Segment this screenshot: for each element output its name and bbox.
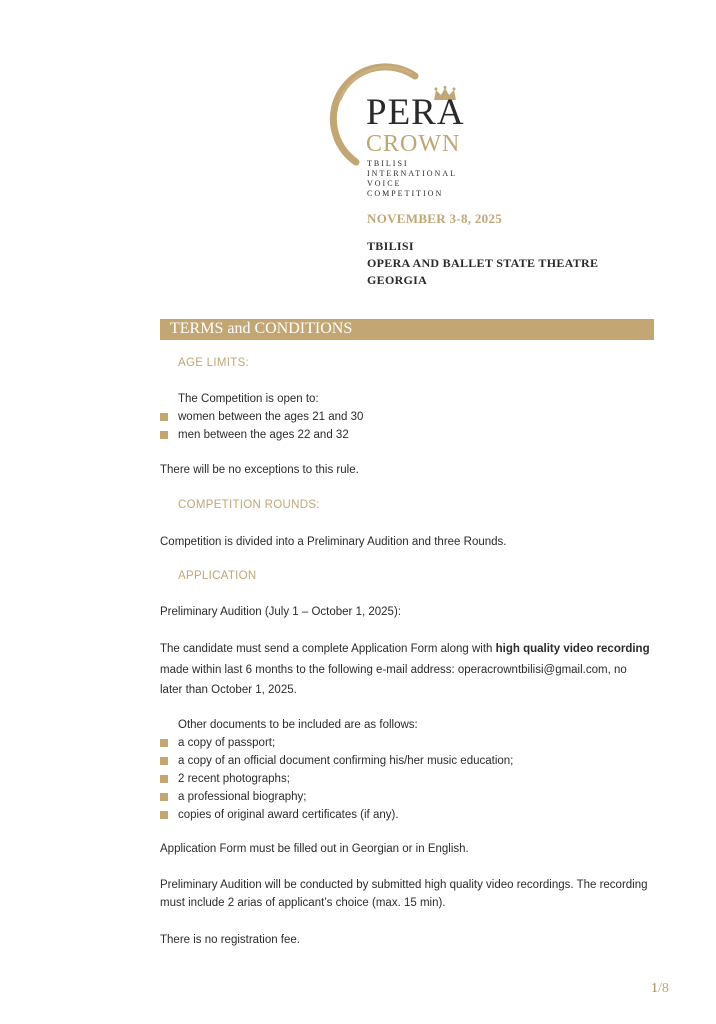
document-item: copies of original award certificates (if any). <box>178 809 399 821</box>
bullet-icon <box>160 413 168 421</box>
bullet-icon <box>160 793 168 801</box>
bullet-icon <box>160 775 168 783</box>
application-paragraph-line3: later than October 1, 2025. <box>160 684 297 696</box>
logo-sub-line: COMPETITION <box>367 189 444 198</box>
logo-crown-text: CROWN <box>366 131 461 157</box>
bullet-icon <box>160 431 168 439</box>
document-item: 2 recent photographs; <box>178 773 290 785</box>
page-total: 8 <box>661 981 669 996</box>
application-paragraph-line1 <box>160 642 650 656</box>
language-requirement: Application Form must be filled out in Georgian or in English. <box>160 843 469 855</box>
document-item: a professional biography; <box>178 791 307 803</box>
logo-sub-line: INTERNATIONAL <box>367 169 457 178</box>
event-date: NOVEMBER 3-8, 2025 <box>367 211 503 226</box>
documents-intro: Other documents to be included are as follows: <box>178 719 418 731</box>
document-item: a copy of passport; <box>178 737 276 749</box>
logo-pera-text: PERA <box>366 92 465 133</box>
page-separator: / <box>658 981 662 996</box>
event-venue <box>367 238 598 289</box>
age-item: men between the ages 22 and 32 <box>178 429 349 441</box>
venue-line: OPERA AND BALLET STATE THEATRE <box>367 256 599 270</box>
registration-fee-note: There is no registration fee. <box>160 934 300 946</box>
bullet-icon <box>160 757 168 765</box>
video-requirement-line1: Preliminary Audition will be conducted by submitted high quality video recordings. The recording <box>160 879 648 891</box>
age-limits-heading: AGE LIMITS: <box>178 357 250 369</box>
age-intro: The Competition is open to: <box>178 393 319 405</box>
venue-line: TBILISI <box>367 239 414 253</box>
opera-crown-logo <box>320 62 470 212</box>
logo-subtitle <box>367 159 457 199</box>
page-number <box>651 981 669 997</box>
terms-banner <box>160 319 654 340</box>
logo-sub-line: TBILISI <box>367 159 409 168</box>
application-paragraph-line2: made within last 6 months to the following e-mail address: operacrowntbilisi@gmail.com, no <box>160 664 627 676</box>
rounds-text: Competition is divided into a Preliminary Audition and three Rounds. <box>160 536 507 548</box>
age-item: women between the ages 21 and 30 <box>178 411 364 423</box>
application-heading: APPLICATION <box>178 570 257 582</box>
bullet-icon <box>160 811 168 819</box>
application-text: The candidate must send a complete Application Form along with <box>160 643 496 655</box>
video-requirement-line2: must include 2 arias of applicant’s choice (max. 15 min). <box>160 897 446 909</box>
logo-sub-line: VOICE <box>367 179 402 188</box>
bullet-icon <box>160 739 168 747</box>
application-bold-text: high quality video recording <box>495 643 650 655</box>
venue-line: GEORGIA <box>367 273 428 287</box>
document-item: a copy of an official document confirming his/her music education; <box>178 755 514 767</box>
terms-banner-title: TERMS and CONDITIONS <box>170 320 353 337</box>
page-current: 1 <box>651 981 658 996</box>
age-note: There will be no exceptions to this rule. <box>160 464 359 476</box>
competition-rounds-heading: COMPETITION ROUNDS: <box>178 499 320 511</box>
preliminary-audition-dates: Preliminary Audition (July 1 – October 1, 2025): <box>160 606 401 618</box>
